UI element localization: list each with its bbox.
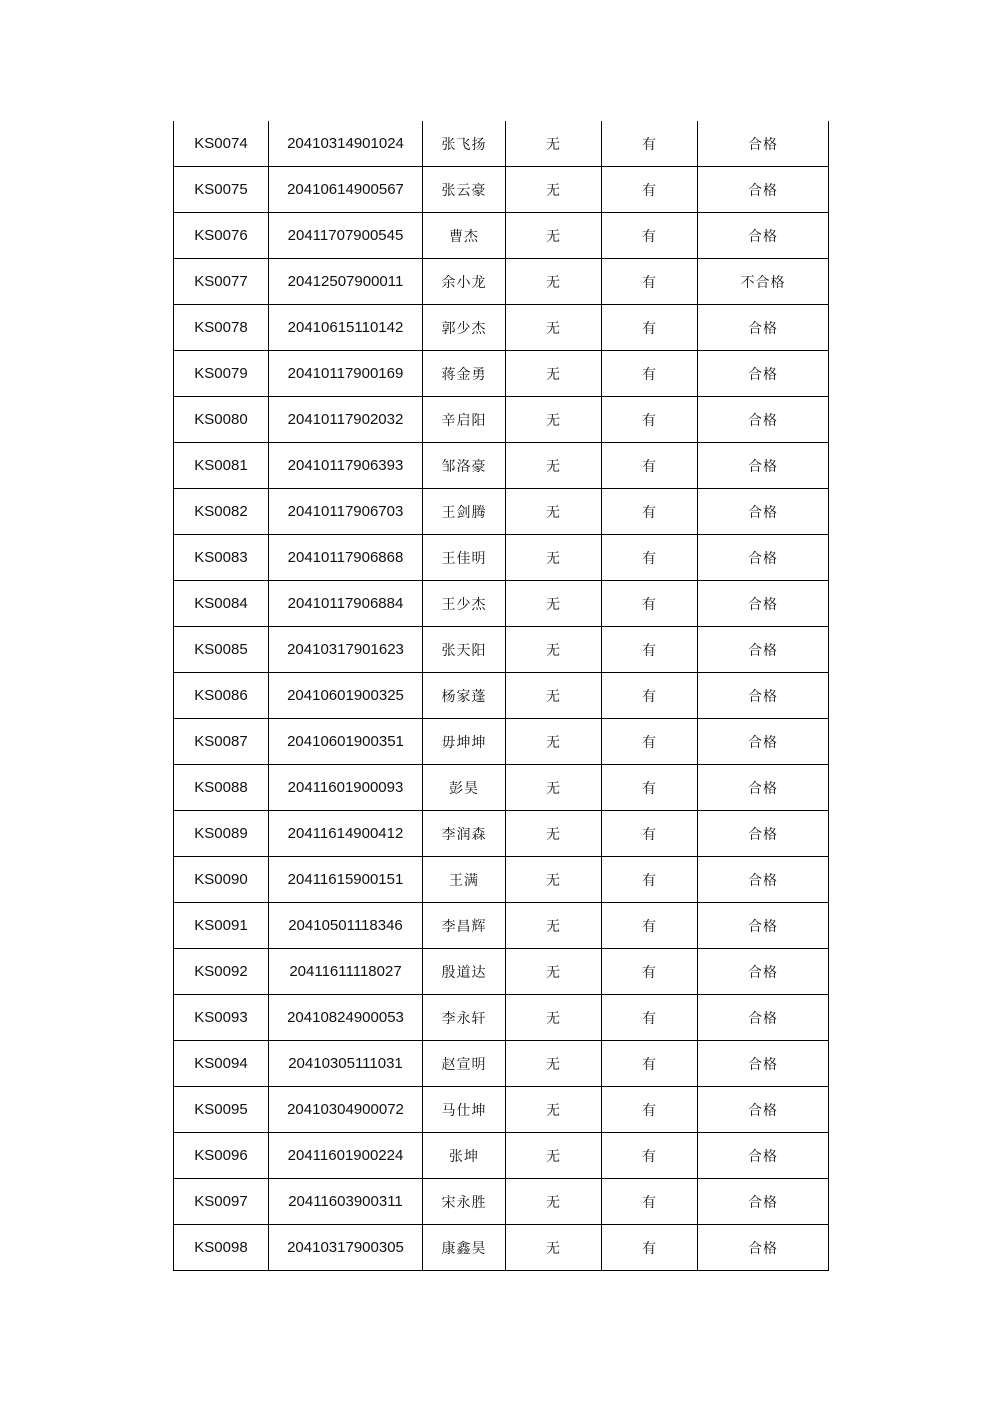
cell-col4: 无 xyxy=(506,1041,602,1087)
cell-col5: 有 xyxy=(602,995,698,1041)
cell-col5: 有 xyxy=(602,259,698,305)
table-row xyxy=(174,397,829,443)
cell-name: 王满 xyxy=(423,857,506,903)
table-row xyxy=(174,949,829,995)
cell-number: 20410824900053 xyxy=(269,995,423,1041)
table-row xyxy=(174,489,829,535)
cell-number: 20411611118027 xyxy=(269,949,423,995)
cell-id: KS0086 xyxy=(174,673,269,719)
cell-col4: 无 xyxy=(506,1087,602,1133)
cell-name: 张飞扬 xyxy=(423,121,506,167)
cell-name: 杨家蓬 xyxy=(423,673,506,719)
cell-result: 合格 xyxy=(698,673,829,719)
cell-col5: 有 xyxy=(602,213,698,259)
cell-col4: 无 xyxy=(506,305,602,351)
table-row xyxy=(174,259,829,305)
cell-result: 合格 xyxy=(698,167,829,213)
table-row xyxy=(174,535,829,581)
cell-col5: 有 xyxy=(602,949,698,995)
cell-result: 合格 xyxy=(698,397,829,443)
cell-result: 合格 xyxy=(698,213,829,259)
cell-id: KS0075 xyxy=(174,167,269,213)
cell-id: KS0094 xyxy=(174,1041,269,1087)
cell-result: 合格 xyxy=(698,305,829,351)
cell-result: 合格 xyxy=(698,857,829,903)
cell-id: KS0083 xyxy=(174,535,269,581)
cell-col4: 无 xyxy=(506,443,602,489)
cell-id: KS0077 xyxy=(174,259,269,305)
cell-col4: 无 xyxy=(506,765,602,811)
results-table xyxy=(173,121,829,1271)
cell-name: 赵宣明 xyxy=(423,1041,506,1087)
cell-col4: 无 xyxy=(506,121,602,167)
cell-name: 邹洛豪 xyxy=(423,443,506,489)
table-row xyxy=(174,627,829,673)
table-row xyxy=(174,351,829,397)
cell-id: KS0079 xyxy=(174,351,269,397)
cell-number: 20410615110142 xyxy=(269,305,423,351)
results-table-body xyxy=(174,121,829,1271)
cell-id: KS0084 xyxy=(174,581,269,627)
cell-col5: 有 xyxy=(602,121,698,167)
table-row xyxy=(174,1179,829,1225)
cell-result: 合格 xyxy=(698,443,829,489)
cell-id: KS0098 xyxy=(174,1225,269,1271)
cell-id: KS0097 xyxy=(174,1179,269,1225)
cell-number: 20411603900311 xyxy=(269,1179,423,1225)
cell-id: KS0074 xyxy=(174,121,269,167)
cell-number: 20410305111031 xyxy=(269,1041,423,1087)
cell-col5: 有 xyxy=(602,1133,698,1179)
cell-col5: 有 xyxy=(602,857,698,903)
cell-id: KS0088 xyxy=(174,765,269,811)
cell-result: 合格 xyxy=(698,627,829,673)
cell-col5: 有 xyxy=(602,535,698,581)
cell-result: 合格 xyxy=(698,581,829,627)
cell-result: 合格 xyxy=(698,535,829,581)
cell-name: 李永轩 xyxy=(423,995,506,1041)
cell-result: 合格 xyxy=(698,1225,829,1271)
table-row xyxy=(174,213,829,259)
table-row xyxy=(174,121,829,167)
cell-id: KS0093 xyxy=(174,995,269,1041)
cell-col4: 无 xyxy=(506,1225,602,1271)
cell-result: 合格 xyxy=(698,811,829,857)
cell-result: 合格 xyxy=(698,121,829,167)
cell-col5: 有 xyxy=(602,811,698,857)
cell-number: 20410117900169 xyxy=(269,351,423,397)
cell-col4: 无 xyxy=(506,857,602,903)
cell-result: 合格 xyxy=(698,765,829,811)
cell-col4: 无 xyxy=(506,1179,602,1225)
cell-result: 合格 xyxy=(698,351,829,397)
cell-col4: 无 xyxy=(506,581,602,627)
cell-result: 合格 xyxy=(698,1179,829,1225)
cell-name: 宋永胜 xyxy=(423,1179,506,1225)
cell-name: 李润森 xyxy=(423,811,506,857)
cell-id: KS0096 xyxy=(174,1133,269,1179)
cell-col4: 无 xyxy=(506,535,602,581)
cell-col4: 无 xyxy=(506,627,602,673)
cell-col4: 无 xyxy=(506,397,602,443)
cell-result: 合格 xyxy=(698,903,829,949)
table-row xyxy=(174,995,829,1041)
cell-name: 张天阳 xyxy=(423,627,506,673)
cell-id: KS0085 xyxy=(174,627,269,673)
cell-number: 20410501118346 xyxy=(269,903,423,949)
cell-id: KS0090 xyxy=(174,857,269,903)
cell-name: 马仕坤 xyxy=(423,1087,506,1133)
cell-col5: 有 xyxy=(602,903,698,949)
cell-name: 曹杰 xyxy=(423,213,506,259)
cell-result: 合格 xyxy=(698,1133,829,1179)
cell-result: 合格 xyxy=(698,489,829,535)
cell-col4: 无 xyxy=(506,259,602,305)
cell-col5: 有 xyxy=(602,397,698,443)
cell-col4: 无 xyxy=(506,949,602,995)
cell-id: KS0087 xyxy=(174,719,269,765)
cell-col5: 有 xyxy=(602,167,698,213)
cell-result: 合格 xyxy=(698,719,829,765)
cell-col4: 无 xyxy=(506,673,602,719)
cell-name: 辛启阳 xyxy=(423,397,506,443)
cell-col4: 无 xyxy=(506,811,602,857)
cell-name: 毋坤坤 xyxy=(423,719,506,765)
cell-id: KS0082 xyxy=(174,489,269,535)
cell-col5: 有 xyxy=(602,489,698,535)
cell-result: 合格 xyxy=(698,949,829,995)
cell-id: KS0092 xyxy=(174,949,269,995)
table-row xyxy=(174,673,829,719)
cell-col5: 有 xyxy=(602,627,698,673)
cell-number: 20410117906703 xyxy=(269,489,423,535)
cell-name: 蒋金勇 xyxy=(423,351,506,397)
cell-number: 20412507900011 xyxy=(269,259,423,305)
cell-col5: 有 xyxy=(602,443,698,489)
cell-col4: 无 xyxy=(506,213,602,259)
table-row xyxy=(174,719,829,765)
table-row xyxy=(174,811,829,857)
cell-name: 张云豪 xyxy=(423,167,506,213)
cell-name: 彭昊 xyxy=(423,765,506,811)
cell-number: 20410117902032 xyxy=(269,397,423,443)
table-row xyxy=(174,305,829,351)
cell-name: 郭少杰 xyxy=(423,305,506,351)
cell-col5: 有 xyxy=(602,765,698,811)
cell-id: KS0095 xyxy=(174,1087,269,1133)
cell-name: 余小龙 xyxy=(423,259,506,305)
table-row xyxy=(174,903,829,949)
cell-col5: 有 xyxy=(602,581,698,627)
cell-name: 王剑腾 xyxy=(423,489,506,535)
cell-col4: 无 xyxy=(506,1133,602,1179)
cell-name: 王佳明 xyxy=(423,535,506,581)
table-row xyxy=(174,167,829,213)
cell-number: 20410304900072 xyxy=(269,1087,423,1133)
table-row xyxy=(174,857,829,903)
cell-id: KS0081 xyxy=(174,443,269,489)
cell-col5: 有 xyxy=(602,1041,698,1087)
cell-name: 康鑫昊 xyxy=(423,1225,506,1271)
cell-name: 殷道达 xyxy=(423,949,506,995)
cell-col4: 无 xyxy=(506,995,602,1041)
cell-number: 20411707900545 xyxy=(269,213,423,259)
cell-number: 20411601900093 xyxy=(269,765,423,811)
cell-id: KS0080 xyxy=(174,397,269,443)
cell-col4: 无 xyxy=(506,167,602,213)
table-row xyxy=(174,1225,829,1271)
cell-col5: 有 xyxy=(602,1179,698,1225)
table-row xyxy=(174,1133,829,1179)
cell-col5: 有 xyxy=(602,719,698,765)
cell-number: 20410117906884 xyxy=(269,581,423,627)
cell-name: 李昌辉 xyxy=(423,903,506,949)
cell-col5: 有 xyxy=(602,673,698,719)
cell-name: 王少杰 xyxy=(423,581,506,627)
cell-number: 20410614900567 xyxy=(269,167,423,213)
cell-number: 20410314901024 xyxy=(269,121,423,167)
cell-number: 20411614900412 xyxy=(269,811,423,857)
cell-col4: 无 xyxy=(506,719,602,765)
cell-id: KS0076 xyxy=(174,213,269,259)
cell-name: 张坤 xyxy=(423,1133,506,1179)
cell-number: 20411601900224 xyxy=(269,1133,423,1179)
cell-result: 不合格 xyxy=(698,259,829,305)
cell-id: KS0089 xyxy=(174,811,269,857)
cell-number: 20410117906393 xyxy=(269,443,423,489)
table-row xyxy=(174,1041,829,1087)
cell-col4: 无 xyxy=(506,351,602,397)
cell-number: 20410601900325 xyxy=(269,673,423,719)
cell-col5: 有 xyxy=(602,351,698,397)
cell-result: 合格 xyxy=(698,1087,829,1133)
table-row xyxy=(174,765,829,811)
table-row xyxy=(174,443,829,489)
cell-id: KS0091 xyxy=(174,903,269,949)
table-row xyxy=(174,1087,829,1133)
cell-number: 20411615900151 xyxy=(269,857,423,903)
cell-number: 20410601900351 xyxy=(269,719,423,765)
cell-col5: 有 xyxy=(602,1225,698,1271)
table-row xyxy=(174,581,829,627)
cell-col4: 无 xyxy=(506,903,602,949)
cell-number: 20410117906868 xyxy=(269,535,423,581)
cell-number: 20410317900305 xyxy=(269,1225,423,1271)
cell-col4: 无 xyxy=(506,489,602,535)
cell-col5: 有 xyxy=(602,305,698,351)
cell-result: 合格 xyxy=(698,1041,829,1087)
cell-col5: 有 xyxy=(602,1087,698,1133)
cell-id: KS0078 xyxy=(174,305,269,351)
cell-number: 20410317901623 xyxy=(269,627,423,673)
cell-result: 合格 xyxy=(698,995,829,1041)
